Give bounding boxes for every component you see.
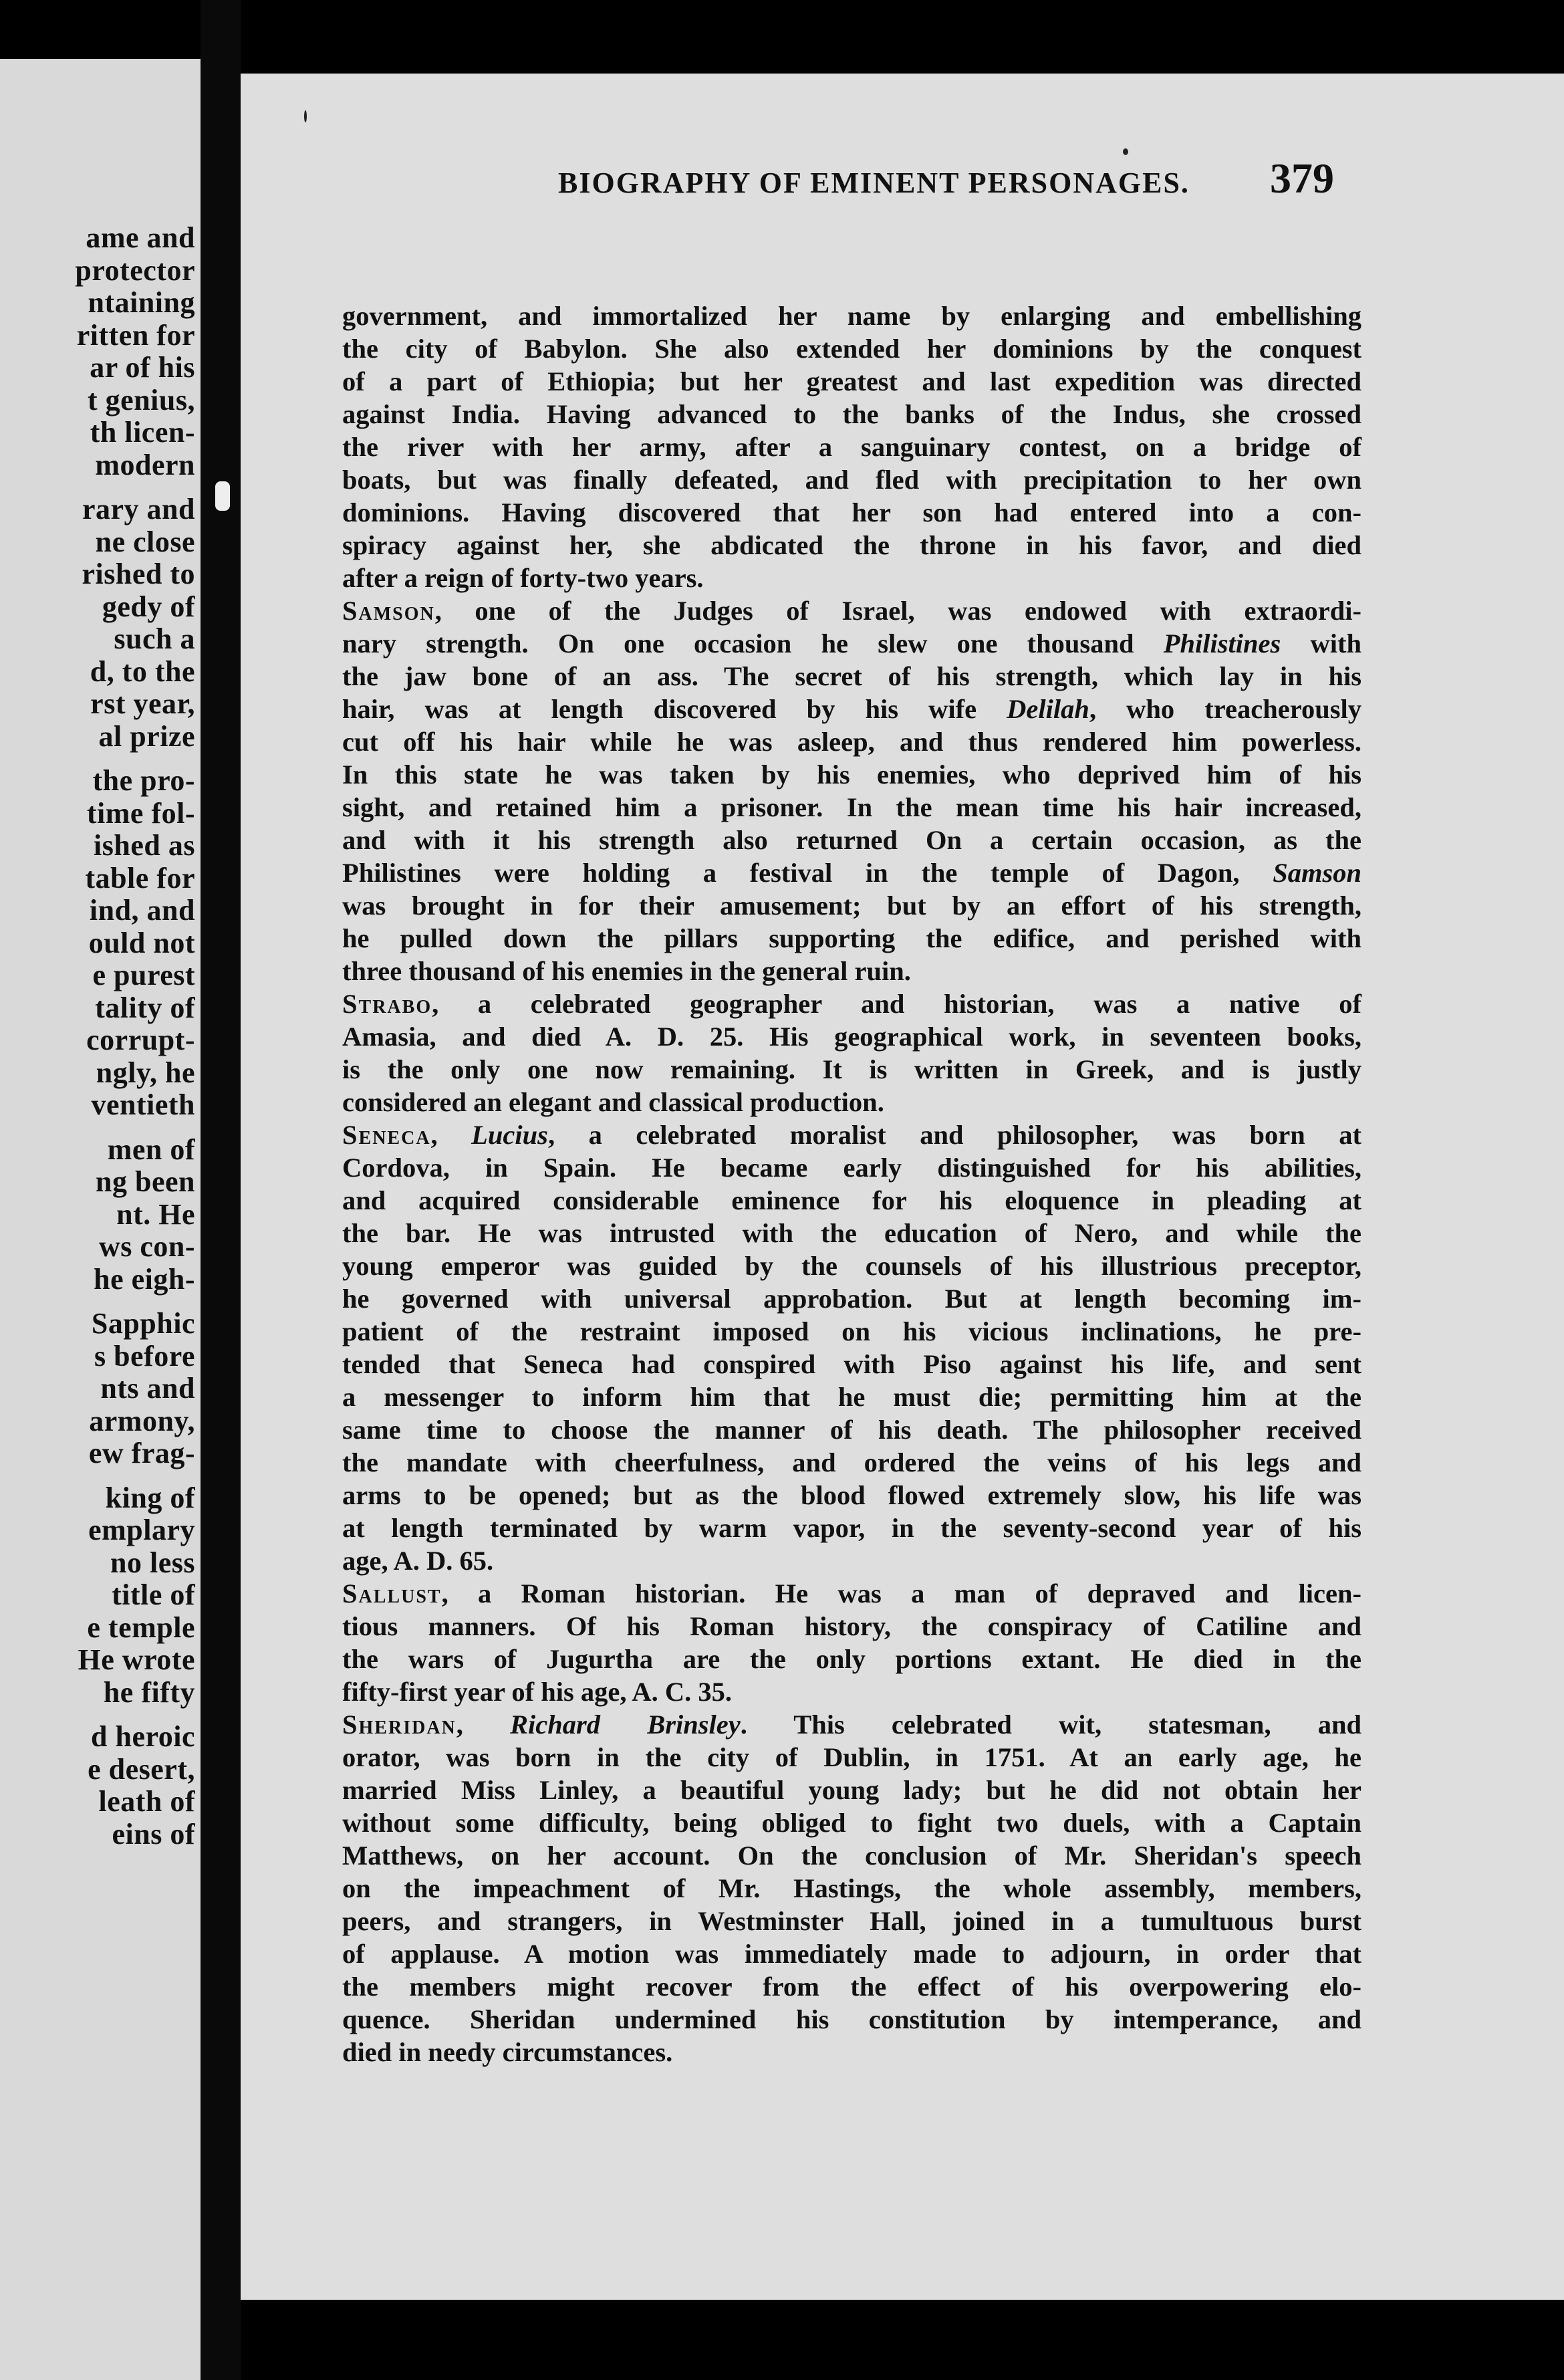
text-run: a messenger to inform him that he must die; permitting him at the (342, 1382, 1361, 1412)
text-run: the members might recover from the effect of his overpowering elo- (342, 1972, 1361, 2002)
text-line (342, 1086, 1361, 1118)
left-page-line: tality of (95, 991, 195, 1024)
text-line (342, 1675, 1361, 1708)
text-run: nary strength. On one occasion he slew one thousand (342, 628, 1164, 659)
text-line (342, 1741, 1361, 1774)
text-run: married Miss Linley, a beautiful young lady; but he did not obtain her (342, 1775, 1361, 1805)
text-run: . This celebrated wit, statesman, and (740, 1709, 1362, 1740)
left-page-line: ame and (86, 221, 195, 254)
text-run: died in needy circumstances. (342, 2037, 673, 2067)
text-line (342, 1282, 1361, 1315)
left-page-line: e purest (92, 959, 195, 991)
left-page-line: rished to (82, 558, 195, 590)
text-run: Cordova, in Spain. He became early distinguished for his abilities, (342, 1153, 1361, 1183)
text-line (342, 365, 1361, 398)
text-line (342, 987, 1361, 1020)
left-page-line: ew frag- (88, 1437, 195, 1469)
left-page-line: title of (112, 1578, 195, 1611)
running-head: BIOGRAPHY OF EMINENT PERSONAGES. (558, 166, 1190, 199)
text-line (342, 398, 1361, 431)
text-run: , a Roman historian. He was a man of depraved and licen- (441, 1578, 1361, 1609)
left-page-line: ind, and (89, 894, 195, 927)
text-run: and acquired considerable eminence for his eloquence in pleading at (342, 1185, 1361, 1215)
text-run: government, and immortalized her name by enlarging and embellishing (342, 301, 1361, 331)
text-line (342, 463, 1361, 496)
text-run: considered an elegant and classical production. (342, 1087, 884, 1117)
text-line (342, 1381, 1361, 1413)
text-line (342, 1151, 1361, 1184)
text-line (342, 562, 1361, 594)
left-page-line: He wrote (78, 1643, 195, 1676)
text-run: of a part of Ethiopia; but her greatest and last expedition was directed (342, 366, 1361, 396)
left-page-line: d heroic (91, 1720, 195, 1753)
text-run: Matthews, on her account. On the conclusion of Mr. Sheridan's speech (342, 1840, 1361, 1871)
text-run: boats, but was finally defeated, and fled with precipitation to her own (342, 465, 1361, 495)
text-run: the mandate with cheerfulness, and ordered the veins of his legs and (342, 1447, 1361, 1477)
text-line (342, 1806, 1361, 1839)
text-run: In this state he was taken by his enemies, who deprived him of his (342, 759, 1361, 790)
text-run: , who treacherously (1089, 694, 1361, 724)
text-line (342, 758, 1361, 791)
text-run: spiracy against her, she abdicated the throne in his favor, and died (342, 530, 1361, 560)
text-run: , one of the Judges of Israel, was endowed with extraordi- (434, 596, 1361, 626)
text-run: the wars of Jugurtha are the only portions extant. He died in the (342, 1644, 1361, 1674)
text-line (342, 1446, 1361, 1479)
left-page-line: corrupt- (86, 1024, 195, 1056)
text-line (342, 1184, 1361, 1217)
left-page-fragment (0, 59, 201, 2380)
left-page-line: emplary (88, 1514, 195, 1546)
text-run: he pulled down the pillars supporting the edifice, and perished with (342, 923, 1361, 953)
left-page-line: th licen- (90, 416, 195, 449)
text-line (342, 431, 1361, 463)
left-page-line: king of (105, 1481, 195, 1514)
left-page-line: ngly, he (96, 1056, 195, 1089)
left-page-line: table for (85, 861, 195, 895)
entry-name: Strabo (342, 989, 432, 1019)
text-line (342, 332, 1361, 365)
text-line (342, 1839, 1361, 1872)
text-line (342, 856, 1361, 889)
text-run: young emperor was guided by the counsels of his illustrious preceptor, (342, 1251, 1361, 1281)
left-page-line: ritten for (76, 318, 195, 352)
left-page-line: he eigh- (94, 1262, 195, 1296)
text-line (342, 1315, 1361, 1348)
left-page-line: the pro- (92, 764, 195, 797)
text-line (342, 1118, 1361, 1151)
left-page-line: al prize (98, 719, 195, 753)
italic-text: Philistines (1163, 628, 1281, 659)
text-line (342, 1217, 1361, 1250)
text-run: he governed with universal approbation. But at length becoming im- (342, 1284, 1361, 1314)
text-line (342, 1643, 1361, 1675)
text-run: on the impeachment of Mr. Hastings, the whole assembly, members, (342, 1873, 1361, 1903)
text-run: the city of Babylon. She also extended her dominions by the conquest (342, 334, 1361, 364)
left-page-line: leath of (98, 1785, 195, 1818)
text-run: the jaw bone of an ass. The secret of his strength, which lay in his (342, 661, 1361, 691)
left-page-line: Sapphic (91, 1307, 195, 1340)
entry-name: Seneca (342, 1120, 431, 1150)
text-line (342, 1610, 1361, 1643)
text-run: and with it his strength also returned On a certain occasion, as the (342, 825, 1361, 855)
body-text (342, 300, 1361, 2068)
left-page-line: gedy of (102, 590, 195, 623)
left-page-line: t genius, (88, 383, 195, 416)
left-page-line: ould not (88, 926, 195, 959)
text-line (342, 300, 1361, 332)
text-line (342, 1872, 1361, 1905)
text-run: , a celebrated moralist and philosopher, was born at (547, 1120, 1361, 1150)
text-run: against India. Having advanced to the banks of the Indus, she crossed (342, 399, 1361, 429)
text-line (342, 627, 1361, 660)
text-line (342, 955, 1361, 987)
text-run: dominions. Having discovered that her son had entered into a con- (342, 497, 1361, 527)
text-line (342, 1774, 1361, 1806)
left-page-line: nts and (100, 1372, 195, 1405)
text-line (342, 824, 1361, 856)
left-page-line: ne close (95, 525, 195, 558)
left-page-line: protector (75, 253, 195, 287)
text-run: patient of the restraint imposed on his vicious inclinations, he pre- (342, 1316, 1361, 1346)
text-line (342, 1348, 1361, 1381)
text-run: after a reign of forty-two years. (342, 563, 704, 593)
text-run: , (456, 1709, 511, 1740)
text-line (342, 1937, 1361, 1970)
text-run: three thousand of his enemies in the general ruin. (342, 956, 911, 986)
text-line (342, 725, 1361, 758)
left-page-line: ished as (94, 829, 195, 862)
left-page-line: s before (94, 1339, 195, 1373)
left-page-line: rst year, (90, 687, 195, 720)
text-line (342, 693, 1361, 725)
text-run: the bar. He was intrusted with the education of Nero, and while the (342, 1218, 1361, 1248)
text-run: without some difficulty, being obliged to fight two duels, with a Captain (342, 1808, 1361, 1838)
text-line (342, 1479, 1361, 1512)
left-page-line: rary and (82, 493, 195, 525)
text-run: at length terminated by warm vapor, in the seventy-second year of his (342, 1513, 1361, 1543)
left-page-line: ntaining (88, 286, 195, 319)
text-run: age, A. D. 65. (342, 1546, 494, 1576)
text-line (342, 660, 1361, 693)
text-line (342, 529, 1361, 562)
text-run: Amasia, and died A. D. 25. His geographical work, in seventeen books, (342, 1022, 1361, 1052)
left-page-line: ventieth (91, 1088, 195, 1121)
italic-text: Samson (1273, 858, 1361, 888)
text-run: fifty-first year of his age, A. C. 35. (342, 1677, 733, 1707)
text-run: quence. Sheridan undermined his constitution by intemperance, and (342, 2004, 1361, 2034)
ink-speck (1123, 148, 1128, 155)
left-page-line: such a (114, 622, 195, 655)
text-line (342, 1577, 1361, 1610)
left-page-line: e desert, (88, 1752, 195, 1786)
entry-name: Samson (342, 596, 435, 626)
left-page-line: ng been (96, 1165, 195, 1198)
text-line (342, 1413, 1361, 1446)
text-run: the river with her army, after a sanguinary contest, on a bridge of (342, 432, 1361, 462)
text-run: sight, and retained him a prisoner. In the mean time his hair increased, (342, 792, 1361, 822)
text-line (342, 1905, 1361, 1937)
entry-name: Sheridan (342, 1709, 457, 1740)
text-line (342, 791, 1361, 824)
text-line (342, 496, 1361, 529)
text-run: was brought in for their amusement; but by an effort of his strength, (342, 890, 1361, 921)
left-page-line: men of (107, 1133, 195, 1166)
text-line (342, 1708, 1361, 1741)
text-run: , a celebrated geographer and historian, was a native of (432, 989, 1361, 1019)
text-line (342, 922, 1361, 955)
paper-blemish (215, 481, 230, 511)
text-line (342, 889, 1361, 922)
left-page-line: time fol- (86, 796, 195, 830)
text-run: with (1281, 628, 1361, 659)
text-line (342, 2036, 1361, 2068)
text-run: tious manners. Of his Roman history, the conspiracy of Catiline and (342, 1611, 1361, 1641)
left-page-line: nt. He (116, 1197, 195, 1231)
text-run: , (430, 1120, 472, 1150)
left-page-line: armony, (89, 1404, 195, 1437)
page-number: 379 (1270, 154, 1334, 202)
left-page-line: ar of his (90, 351, 195, 384)
left-page-line: eins of (112, 1817, 195, 1851)
text-line (342, 1544, 1361, 1577)
book-spine (201, 0, 241, 2380)
text-line (342, 1512, 1361, 1544)
text-run: Philistines were holding a festival in the temple of Dagon, (342, 858, 1273, 888)
text-run: hair, was at length discovered by his wife (342, 694, 1007, 724)
text-run: of applause. A motion was immediately made to adjourn, in order that (342, 1939, 1361, 1969)
left-page-line: e temple (87, 1611, 195, 1644)
left-page-line: no less (110, 1546, 195, 1579)
text-line (342, 1970, 1361, 2003)
text-run: is the only one now remaining. It is written in Greek, and is justly (342, 1054, 1361, 1084)
text-line (342, 2003, 1361, 2036)
ink-speck (304, 110, 307, 122)
left-page-line: modern (95, 448, 195, 481)
left-page-line: he fifty (103, 1675, 195, 1709)
text-run: cut off his hair while he was asleep, and thus rendered him powerless. (342, 727, 1361, 757)
left-page-line: d, to the (90, 654, 195, 688)
text-run: orator, was born in the city of Dublin, in 1751. At an early age, he (342, 1742, 1361, 1772)
text-run: peers, and strangers, in Westminster Hall, joined in a tumultuous burst (342, 1906, 1361, 1936)
italic-text: Delilah (1007, 694, 1089, 724)
entry-name: Sallust (342, 1578, 442, 1609)
italic-text: Lucius (471, 1120, 548, 1150)
text-run: same time to choose the manner of his death. The philosopher received (342, 1415, 1361, 1445)
italic-text: Richard Brinsley (510, 1709, 741, 1740)
text-line (342, 1250, 1361, 1282)
text-line (342, 1053, 1361, 1086)
text-run: tended that Seneca had conspired with Piso against his life, and sent (342, 1349, 1361, 1379)
text-line (342, 594, 1361, 627)
text-line (342, 1020, 1361, 1053)
text-run: arms to be opened; but as the blood flowed extremely slow, his life was (342, 1480, 1361, 1510)
left-page-line: ws con- (98, 1230, 195, 1263)
